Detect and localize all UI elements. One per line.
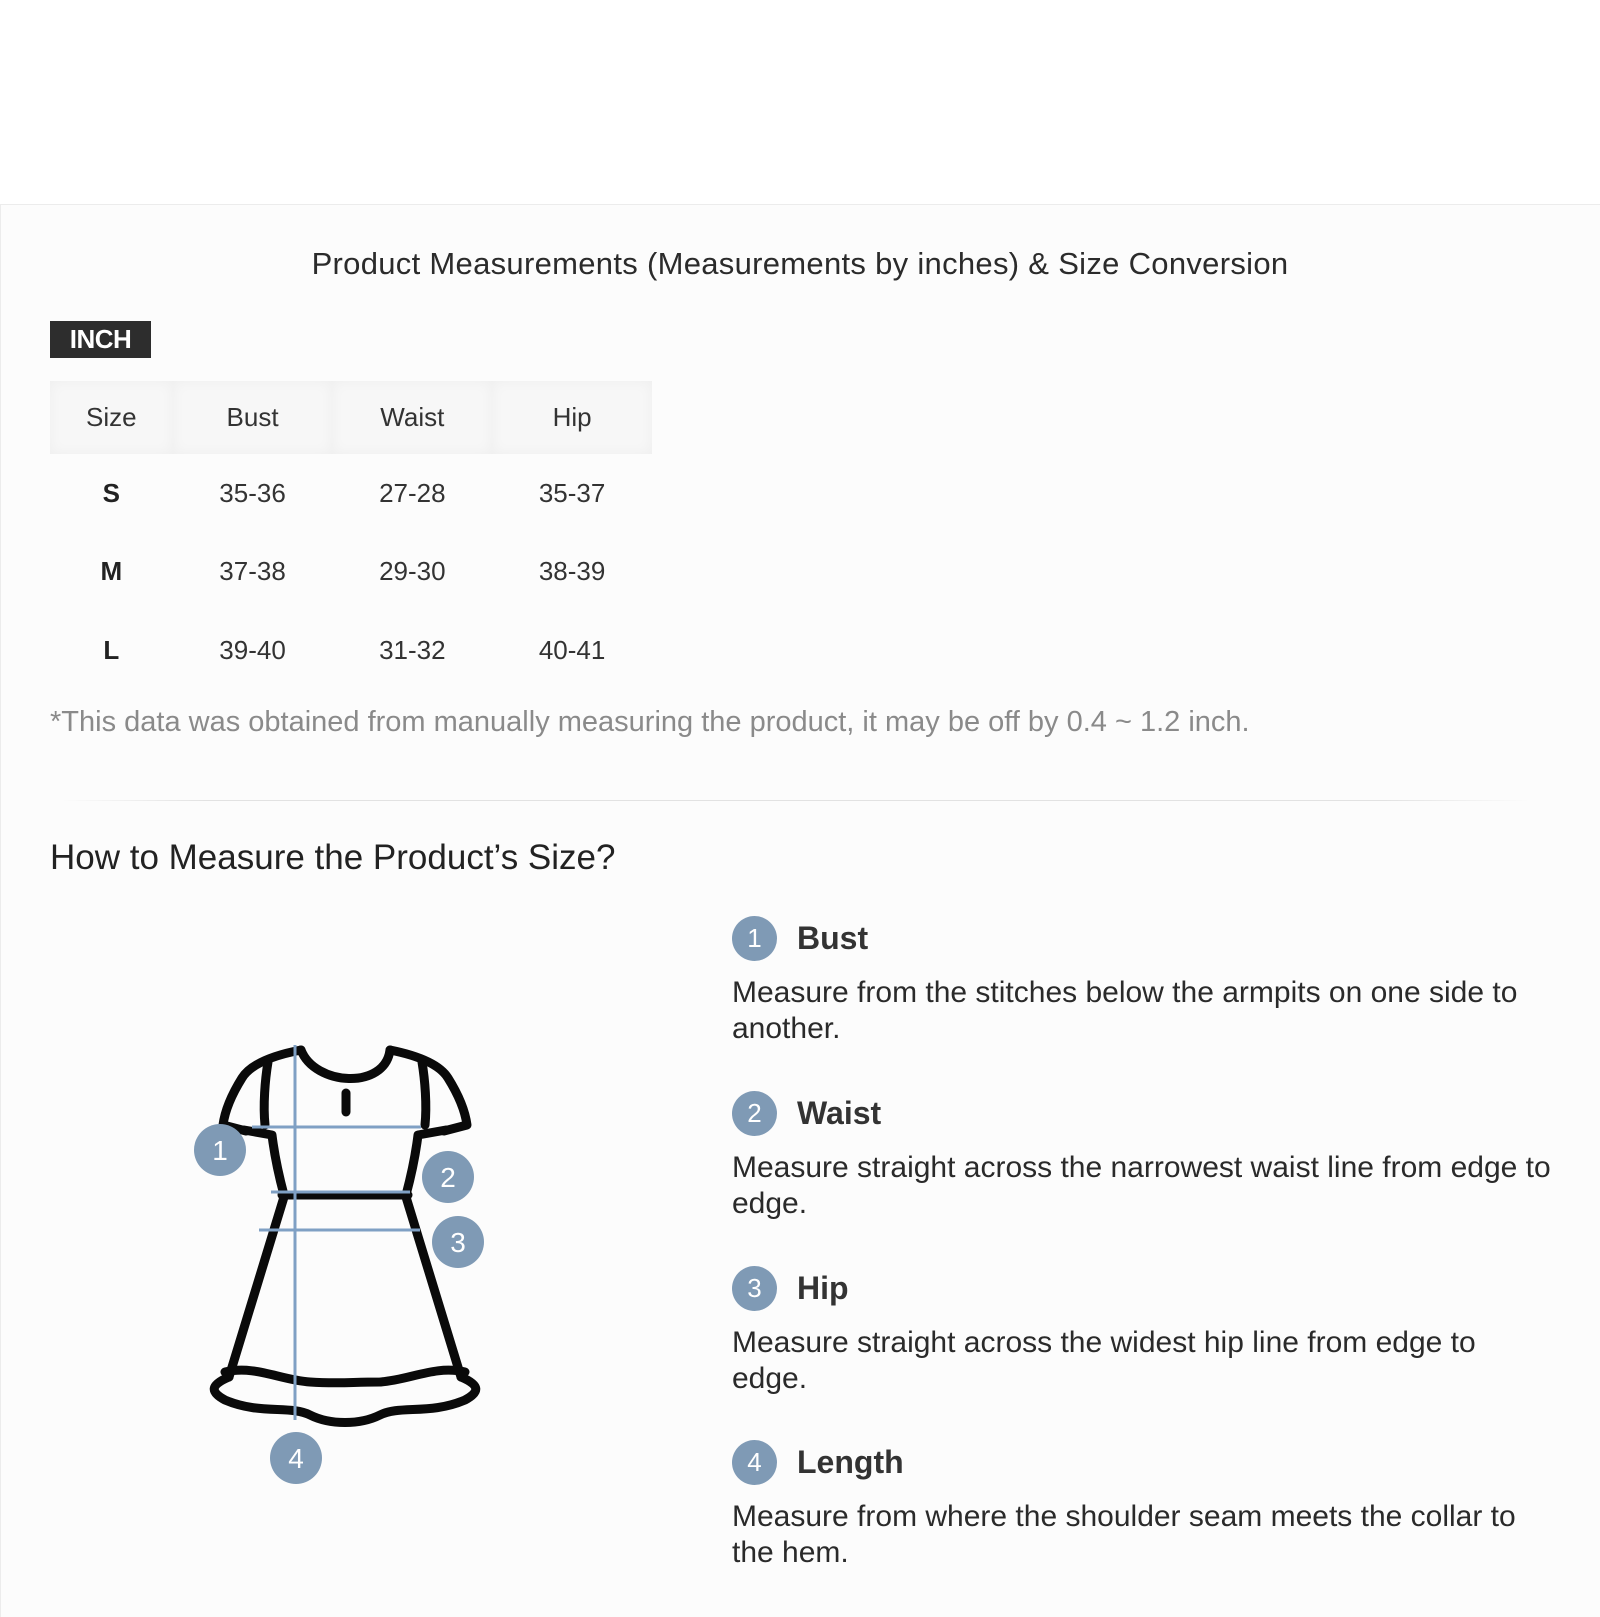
table-cell: L [103, 635, 120, 665]
table-cell: 40-41 [538, 635, 606, 665]
table-cell: 39-40 [219, 635, 286, 665]
unit-badge: INCH [50, 321, 151, 358]
skirt-left-outline [229, 1197, 284, 1377]
page-title: Product Measurements (Measurements by inches) & Size Conversion [311, 246, 1289, 281]
table-cell: S [102, 477, 120, 508]
measurement-note: *This data was obtained from manually measuring the product, it may be off by 0.4 ~ 1.2 inch. [50, 706, 1250, 738]
table-cell: 31-32 [379, 635, 446, 665]
instruction-label: Hip [797, 1269, 849, 1306]
table-header: Size [50, 381, 173, 454]
instruction-bust [732, 915, 1552, 1047]
instruction-length [732, 1439, 1552, 1571]
marker-4-label: 4 [288, 1443, 304, 1474]
howto-title: How to Measure the Product’s Size? [50, 838, 616, 877]
right-sleeve-inner [422, 1062, 426, 1125]
table-header: Hip [492, 381, 652, 454]
table-row [50, 454, 652, 532]
table-cell: 29-30 [379, 556, 446, 586]
table-header: Bust [173, 381, 333, 454]
left-sleeve-inner [264, 1062, 268, 1125]
size-table [50, 381, 652, 690]
table-row [50, 611, 652, 690]
number-badge: 1 [732, 916, 777, 961]
table-header-row [50, 381, 652, 454]
instruction-hip [732, 1265, 1552, 1397]
instruction-desc: Measure from the stitches below the armpits on one side to another. [732, 976, 1518, 1045]
instruction-label: Bust [797, 919, 869, 956]
table-header: Waist [332, 381, 492, 454]
table-cell: M [100, 556, 123, 586]
table-cell: 38-39 [538, 556, 606, 586]
table-cell: 37-38 [219, 556, 286, 586]
number-badge: 4 [732, 1440, 777, 1485]
instruction-desc: Measure straight across the narrowest waist line from edge to edge. [732, 1151, 1551, 1220]
table-cell: 35-36 [219, 477, 286, 508]
table-cell: 27-28 [379, 477, 446, 508]
instruction-waist [732, 1090, 1552, 1222]
instruction-desc: Measure from where the shoulder seam meets the collar to the hem. [732, 1500, 1516, 1569]
instruction-label: Length [797, 1443, 904, 1480]
hem-inner-outline [225, 1370, 465, 1383]
table-row [50, 532, 652, 611]
collar-outline [301, 1050, 390, 1079]
instruction-label: Waist [797, 1094, 882, 1131]
number-badge: 3 [732, 1266, 777, 1311]
section-divider [60, 800, 1530, 801]
marker-2-label: 2 [440, 1162, 456, 1193]
marker-3-label: 3 [450, 1227, 466, 1258]
marker-1-label: 1 [212, 1135, 228, 1166]
number-badge: 2 [732, 1091, 777, 1136]
table-cell: 35-37 [538, 477, 606, 508]
left-bodice-outline [244, 1130, 284, 1195]
dress-diagram [180, 1020, 520, 1490]
instruction-desc: Measure straight across the widest hip line from edge to edge. [732, 1326, 1476, 1395]
